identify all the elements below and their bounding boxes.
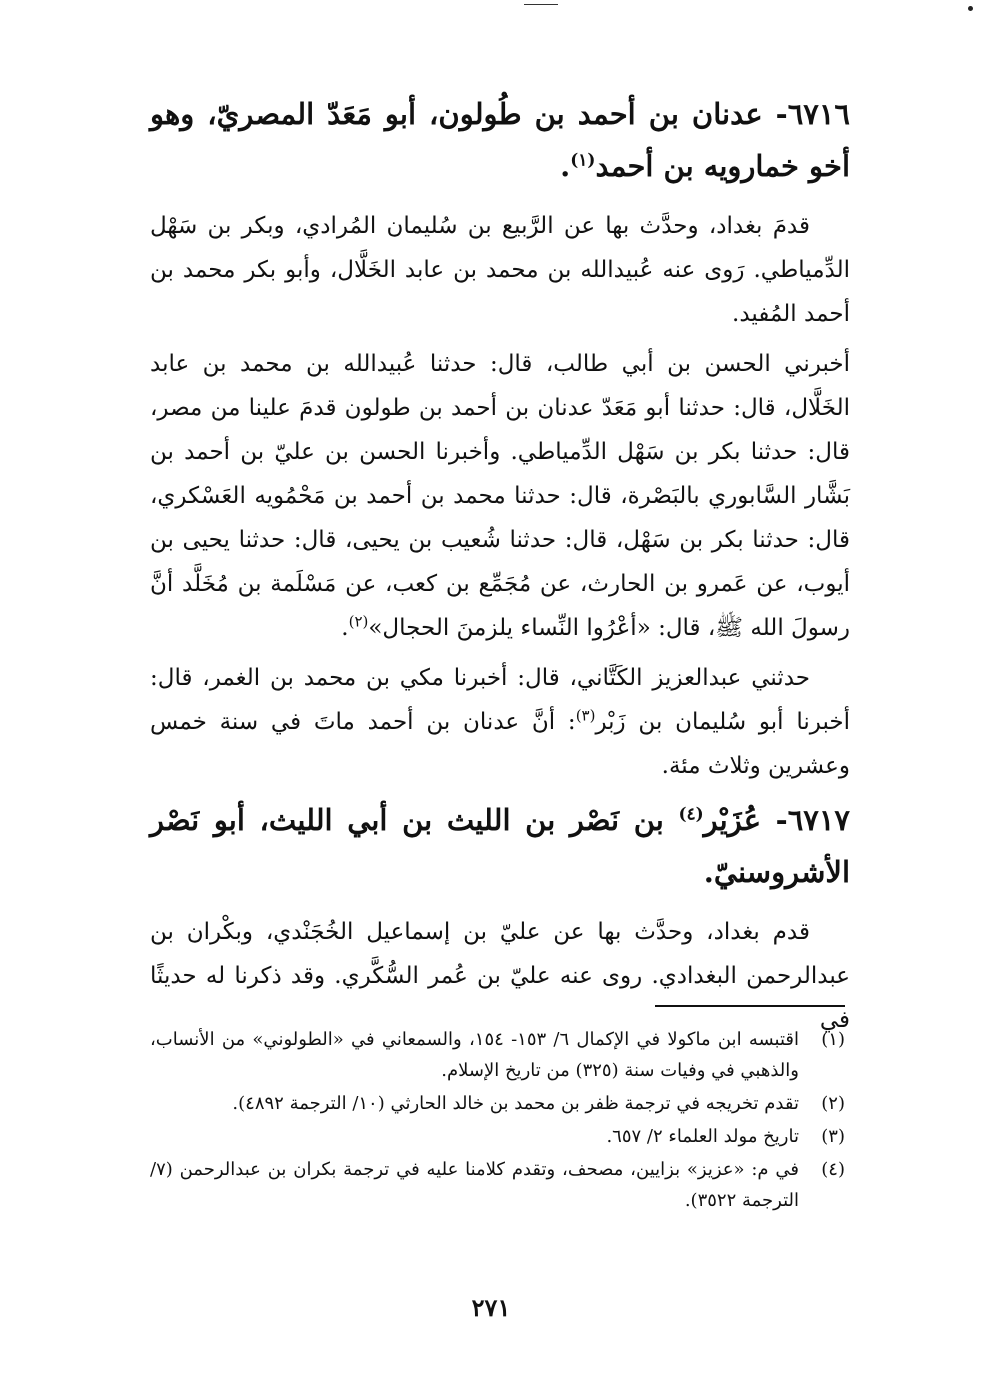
paragraph-text: قدم بغداد، وحدَّث بها عن عليّ بن إسماعيل الخُجَنْدي، وبكْران بن عبدالرحمن البغدادي. روى عنه عليّ بن عُمر السُّكَّري. وقد ذكرنا له حديثًا في	[150, 919, 850, 1033]
entry-heading-text: ٦٧١٧- عُزَيْر	[703, 803, 850, 837]
footnote-ref[interactable]: (٤)	[678, 804, 704, 825]
top-margin-mark	[524, 4, 558, 5]
scan-speck	[968, 6, 973, 11]
footnote-item	[150, 1121, 845, 1152]
footnote-number: (٤)	[821, 1159, 845, 1180]
footnote-ref[interactable]: (٢)	[348, 612, 369, 631]
paragraph-text: حدثني عبدالعزيز الكَتَّاني، قال: أخبرنا مكي بن محمد بن الغمر، قال: أخبرنا أبو سُليمان بن زَبْر	[150, 665, 850, 735]
entry-heading-end: .	[560, 149, 571, 183]
paragraph-text: أخبرني الحسن بن أبي طالب، قال: حدثنا عُبيدالله بن محمد بن عابد الخَلَّال، قال: حدثنا أبو مَعَدّ عدنان بن أحمد بن طولون قدمَ علينا من مصر، قال: حدثنا بكر بن سَهْل الدِّمياطي. وأخبرنا الحسن بن عليّ بن أحمد بن بَشَّار السَّابوري بالبَصْرة، قال: حدثنا محمد بن أحمد بن مَحْمُويه العَسْكري، قال: حدثنا بكر بن سَهْل، قال: حدثنا شُعيب بن يحيى، قال: حدثنا يحيى بن أيوب، عن عَمرو بن الحارث، عن مُجَمِّع بن كعب، عن مَسْلَمة بن مُخَلَّد أنَّ رسولَ الله ﷺ، قال: «أعْرُوا النِّساء يلزمنَ الحجال»	[150, 351, 850, 641]
footnote-separator	[655, 1005, 845, 1007]
footnote-item	[150, 1088, 845, 1119]
entry-paragraph	[150, 910, 850, 1042]
footnote-text: اقتبسه ابن ماكولا في الإكمال ٦/ ١٥٣- ١٥٤، والسمعاني في «الطولوني» من الأنساب، والذهبي في وفيات سنة (٣٢٥) من تاريخ الإسلام.	[150, 1029, 799, 1081]
footnotes	[150, 1024, 845, 1218]
entry-heading-text: ٦٧١٦- عدنان بن أحمد بن طُولون، أبو مَعَدّ المصريّ، وهو أخو خمارويه بن أحمد	[150, 97, 850, 183]
paragraph-text: قدمَ بغداد، وحدَّث بها عن الرَّبيع بن سُليمان المُرادي، وبكر بن سَهْل الدِّمياطي. رَوى عنه عُبيدالله بن محمد بن عابد الخَلَّال، وأبو بكر محمد بن أحمد المُفيد.	[150, 213, 850, 327]
entry-paragraph	[150, 204, 850, 336]
page-body	[150, 88, 850, 1048]
footnote-ref[interactable]: (١)	[570, 150, 596, 171]
footnote-item	[150, 1024, 845, 1086]
footnote-number: (٢)	[821, 1093, 845, 1114]
footnote-item	[150, 1154, 845, 1216]
footnote-ref[interactable]: (٣)	[575, 706, 596, 725]
paragraph-end: .	[341, 615, 349, 641]
entry-heading-6716	[150, 88, 850, 192]
footnote-text: تقدم تخريجه في ترجمة ظفر بن محمد بن خالد الحارثي (١٠/ الترجمة ٤٨٩٢).	[232, 1093, 799, 1114]
footnote-text: تاريخ مولد العلماء ٢/ ٦٥٧.	[606, 1126, 799, 1147]
entry-heading-end: بن نَصْر بن الليث بن أبي الليث، أبو نَصْر الأشروسنيّ.	[150, 803, 850, 889]
paragraph-end: : أنَّ عدنان بن أحمد ماتَ في سنة خمس وعشرين وثلاث مئة.	[150, 709, 850, 779]
entry-paragraph	[150, 656, 850, 788]
entry-heading-6717	[150, 794, 850, 898]
entry-paragraph	[150, 342, 850, 650]
footnote-number: (٣)	[821, 1126, 845, 1147]
footnote-text: في م: «عزيز» بزايين، مصحف، وتقدم كلامنا عليه في ترجمة بكران بن عبدالرحمن (٧/ الترجمة ٣٥٢٢).	[150, 1159, 799, 1211]
page-number: ٢٧١	[471, 1293, 511, 1322]
footnote-number: (١)	[821, 1029, 845, 1050]
